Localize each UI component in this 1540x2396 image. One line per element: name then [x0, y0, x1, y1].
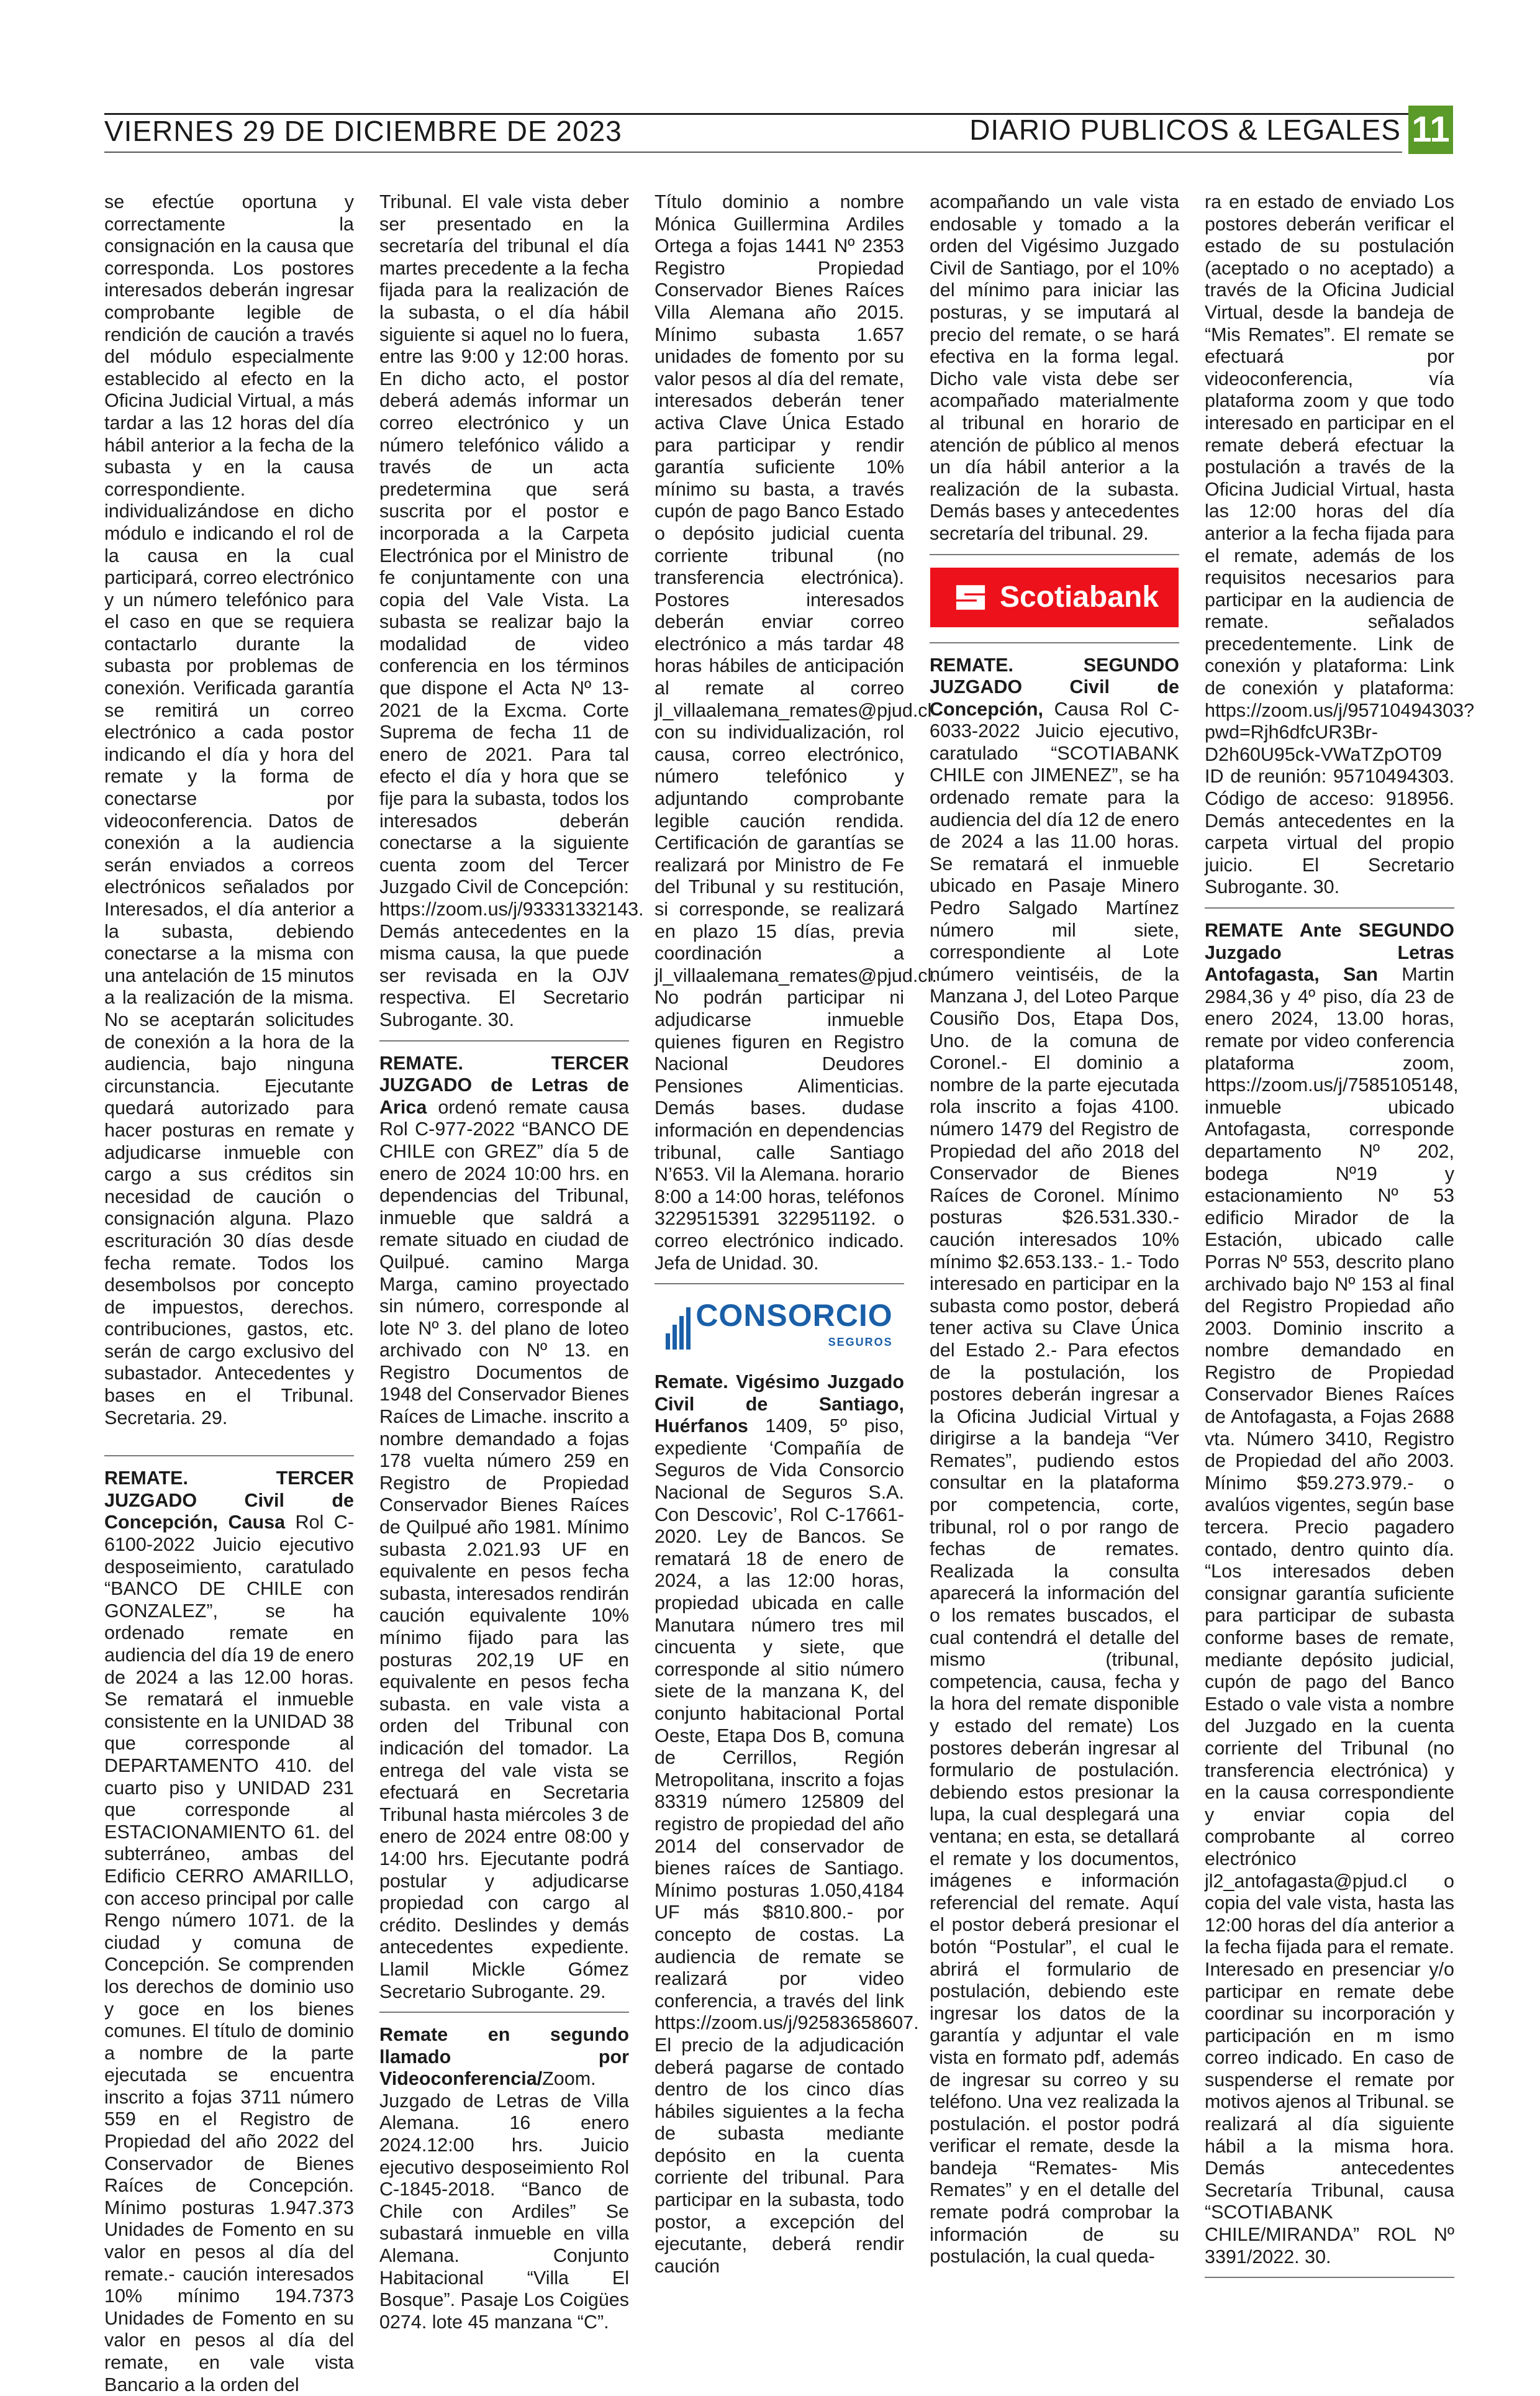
column-5 — [1205, 191, 1475, 2267]
notice-divider — [930, 642, 1179, 643]
notice-heading: REMATE. SEGUNDO JUZGADO Civil de Concepción, — [930, 654, 1179, 720]
notice-divider — [654, 1283, 904, 1284]
notice — [379, 1053, 629, 2003]
page-header — [104, 106, 1453, 158]
notice-heading: Remate. Vigésimo Juzgado Civil de Santiago, Huérfanos — [654, 1371, 904, 1437]
notice — [930, 655, 1179, 2268]
consorcio-logo-text: CONSORCIO — [695, 1298, 893, 1333]
notice-divider — [104, 1455, 354, 1456]
page-number: 11 — [1408, 106, 1453, 154]
scotiabank-logo-text: Scotiabank — [999, 580, 1159, 614]
notice-heading: REMATE. TERCER JUZGADO de Letras de Arica — [379, 1052, 629, 1118]
notice — [104, 1468, 354, 2396]
notice-divider — [379, 2012, 629, 2013]
notice-body: Causa Rol C-6033-2022 Juicio ejecutivo, caratulado “SCOTIABANK CHILE con JIMENEZ”, se ha ordenado remate para la audiencia del día 12 de enero de 2024 a las 11.00 horas. Se rematará el inmueble ubicado en Pasaje Minero Pedro Salgado Martínez número mil siete, correspondiente al Lote número veintiséis, de la Manzana J, del Loteo Parque Cousiño Dos, Etapa Dos, Uno. de la comuna de Coronel.- El dominio a nombre de la parte ejecutada rola inscrito a fojas 4100. número 1479 del Registro de Propiedad del año 2018 del Conservador de Bienes Raíces de Coronel. Mínimo posturas $26.531.330.- caución interesados 10% mínimo $2.653.133.- 1.- Todo interesado en participar en la subasta como postor, deberá tener activa su Clave Única del Estado 2.- Para efectos de la postulación, los postores deberán ingresar a la Oficina Judicial Virtual y dirigirse a la bandeja “Ver Remates”, pudiendo estos consultar en la plataforma por competencia, corte, tribunal, rol o por rango de fechas de remates. Realizada la consulta aparecerá la información del o los remates buscados, el cual contendrá el detalle del mismo (tribunal, competencia, causa, fecha y la hora del remate disponible y estado del remate) Los postores deberán ingresar al formulario de postulación. debiendo estos presionar la lupa, la cual desplegará una ventana; en esta, se detallará el remate y los documentos, imágenes e información referencial del remate. Aquí el postor deberá presionar el botón “Postular”, el cual le abrirá el formulario de postulación, debiendo este ingresar los datos de la garantía y adjuntar el vale vista en formato pdf, además de ingresar su correo y su teléfono. Una vez realizada la postulación. el postor podrá verificar el remate, desde la bandeja “Remates- Mis Remates” y en el detalle del remate podrá comprobar la información de su postulación, la cual queda- — [930, 698, 1179, 2267]
notice-continuation: Título dominio a nombre Mónica Guillermina Ardiles Ortega a fojas 1441 Nº 2353 Registro Propiedad Conservador Bienes Raíces Villa Alemana año 2015. Mínimo subasta 1.657 unidades de fomento por su valor pesos al día del remate, interesados deberán tener activa Clave Única Estado para participar y rendir garantía suficiente 10% mínimo su basta, a través cupón de pago Banco Estado o depósito judicial cuenta corriente tribunal (no transferencia electrónica). Postores interesados deberán enviar correo electrónico a más tardar 48 horas hábiles de anticipación al remate al correo jl_villaalemana_remates@pjud.cl con su individualización, rol causa, correo electrónico, número telefónico y adjuntando comprobante legible caución rendida. Certificación de garantías se realizará por Ministro de Fe del Tribunal y su restitución, si corresponde, se realizará en plazo 15 días, previa coordinación a jl_villaalemana_remates@pjud.cl. No podrán participar ni adjudicarse inmueble quienes figuren en Registro Nacional Deudores Pensiones Alimenticias. Demás bases. dudase información en dependencias tribunal, calle Santiago N’653. Vil la Alemana. horario 8:00 a 14:00 horas, teléfonos 3229515391 322951192. o correo electrónico indicado. Jefa de Unidad. 30. — [654, 191, 937, 1274]
notice-heading: Remate en segundo llamado por Videoconferencia/ — [379, 2024, 629, 2090]
notice-continuation: acompañando un vale vista endosable y tomado a la orden del Vigésimo Juzgado Civil de Santiago, por el 10% del mínimo para iniciar las posturas, y se imputará al precio del remate, o se hará efectiva en la forma legal. Dicho vale vista debe ser acompañado materialmente al tribunal en horario de atención de público al menos un día hábil anterior a la realización de la subasta. Demás bases y antecedentes secretaría del tribunal. 29. — [930, 191, 1179, 544]
notice-body: 1409, 5º piso, expediente ‘Compañía de Seguros de Vida Consorcio Nacional de Seguros S.A. Con Descovic’, Rol C-17661-2020. Ley de Bancos. Se rematará 18 de enero de 2024, a las 12:00 horas, propiedad ubicada en calle Manutara número tres mil cincuenta y siete, que corresponde al sitio número siete de la manzana K, del conjunto habitacional Portal Oeste, Etapa Dos B, comuna de Cerrillos, Región Metropolitana, inscrito a fojas 83319 número 125809 del registro de propiedad del año 2014 del conservador de bienes raíces de Santiago. Mínimo posturas 1.050,4184 UF más $810.800.- por concepto de costas. La audiencia de remate se realizará por video conferencia, a través del link https://zoom.us/j/92583658607. El precio de la adjudicación deberá pagarse de contado dentro de los cinco días hábiles siguientes a la fecha de subasta mediante depósito en la cuenta corriente del tribunal. Para participar en la subasta, todo postor, a excepción del ejecutante, deberá rendir caución — [654, 1415, 919, 2277]
notice — [379, 2024, 629, 2333]
notice-body: ordenó remate causa Rol C-977-2022 “BANCO DE CHILE con GREZ” día 5 de enero de 2024 10:00 hrs. en dependencias del Tribunal, inmueble que saldrá a remate situado en ciudad de Quilpué. camino Marga Marga, camino proyectado sin número, corresponde al lote Nº 3. del plano de loteo archivado con Nº 13. en Registro Documentos de 1948 del Conservador Bienes Raíces de Limache. inscrito a nombre demandado a fojas 178 vuelta número 259 en Registro de Propiedad Conservador Bienes Raíces de Quilpué año 1981. Mínimo subasta 2.021.93 UF en equivalente en pesos fecha subasta, interesados rendirán caución equivalente 10% mínimo fijado para las posturas 202,19 UF en equivalente en pesos fecha subasta. en vale vista a orden del Tribunal con indicación del tomador. La entrega del vale vista se efectuará en Secretaria Tribunal hasta miércoles 3 de enero de 2024 entre 08:00 y 14:00 hrs. Ejecutante podrá postular y adjudicarse propiedad con cargo al crédito. Deslindes y demás antecedentes expediente. Llamil Mickle Gómez Secretario Subrogante. 29. — [379, 1096, 629, 2002]
notice-continuation: se efectúe oportuna y correctamente la consignación en la causa que corresponda. Los postores interesados deberán ingresar comprobante legible de rendición de caución a través del módulo especialmente establecido al efecto en la Oficina Judicial Virtual, a más tardar a las 12 horas del día hábil anterior a la fecha de la subasta y en la causa correspondiente. individualizándose en dicho módulo e indicando el rol de la causa en la cual participará, correo electrónico y un número telefónico para el caso en que se requiera contactarlo durante la subasta por problemas de conexión. Verificada garantía se remitirá un correo electrónico a cada postor indicando el día y hora del remate y la forma de conectarse por videoconferencia. Datos de conexión a la audiencia serán enviados a correos electrónicos señalados por Interesados, el día anterior a la subasta, debiendo conectarse a la misma con una antelación de 15 minutos a la realización de la misma. No se aceptarán solicitudes de conexión a la hora de la audiencia, bajo ninguna circunstancia. Ejecutante quedará autorizado para hacer posturas en remate y adjudicarse inmueble con cargo a sus créditos sin necesidad de caución o consignación alguna. Plazo escrituración 30 días desde fecha remate. Todos los desembolsos por concepto de impuestos, derechos. contribuciones, gastos, etc. serán de cargo exclusivo del subastador. Antecedentes y bases en el Tribunal. Secretaria. 29. — [104, 191, 354, 1428]
consorcio-bars-icon — [666, 1304, 691, 1350]
notice-divider — [1205, 2277, 1454, 2278]
newspaper-name: DIARIO PUBLICOS & LEGALES — [969, 114, 1401, 146]
notice-divider — [930, 554, 1179, 555]
column-2 — [379, 191, 644, 2333]
notice-continuation: Tribunal. El vale vista deber ser presentado en la secretaría del tribunal el día martes precedente a la fecha fijada para la realización de la subasta, o el día hábil siguiente si aquel no lo fuera, entre las 9:00 y 12:00 horas. En dicho acto, el postor deberá además informar un correo electrónico y un número telefónico válido a través de un acta predetermina que será suscrita por el postor e incorporada a la Carpeta Electrónica por el Ministro de fe conjuntamente con una copia del Vale Vista. La subasta se realizar bajo la modalidad de video conferencia en los términos que dispone el Acta Nº 13-2021 de la Excma. Corte Suprema de fecha 11 de enero de 2021. Para tal efecto el día y hora que se fije para la subasta, todos los interesados deberán conectarse a la siguiente cuenta zoom del Tercer Juzgado Civil de Concepción: https://zoom.us/j/93331332143. Demás antecedentes en la misma causa, la que puede ser revisada en la OJV respectiva. El Secretario Subrogante. 30. — [379, 191, 644, 1030]
notice-heading: REMATE Ante SEGUNDO Juzgado Letras Antofagasta, San — [1205, 920, 1454, 986]
notice-body: Zoom. Juzgado de Letras de Villa Alemana. 16 enero 2024.12:00 hrs. Juicio ejecutivo desposeimiento Rol C-1845-2018. “Banco de Chile con Ardiles” Se subastará inmueble en villa Alemana. Conjunto Habitacional “Villa El Bosque”. Pasaje Los Coigües 0274. lote 45 manzana “C”. — [379, 2068, 629, 2333]
column-3 — [654, 191, 937, 2277]
notice — [654, 1371, 919, 2277]
column-1 — [104, 191, 354, 2395]
consorcio-logo-subtext: SEGUROS — [828, 1336, 893, 1349]
notice-continuation: ra en estado de enviado Los postores deberán verificar el estado de su postulación (aceptado o no aceptado) a través de la Oficina Judicial Virtual, desde la bandeja de “Mis Remates”. El remate se efectuará por videoconferencia, vía plataforma zoom y que todo interesado en participar en el remate deberá efectuar la postulación a través de la Oficina Judicial Virtual, hasta las 12:00 horas del día anterior a la fecha fijada para el remate, además de los requisitos necesarios para participar en la audiencia de remate. señalados precedentemente. Link de conexión y plataforma: Link de conexión y plataforma: https://zoom.us/j/95710494303?pwd=Rjh6dfcUR3Br-D2h60U95ck-VWaTZpOT09 ID de reunión: 95710494303. Código de acceso: 918956. Demás antecedentes en la carpeta virtual del propio juicio. El Secretario Subrogante. 30. — [1205, 191, 1475, 898]
notice-divider — [379, 1040, 629, 1041]
scotiabank-s-icon — [950, 577, 991, 618]
header-bottom-rule — [104, 152, 1402, 153]
notice-body: Martin 2984,36 y 4º piso, día 23 de enero 2024, 13.00 horas, remate por video conferencia plataforma zoom, https://zoom.us/j/7585105148, inmueble ubicado Antofagasta, corresponde departamento Nº 202, bodega Nº19 y estacionamiento Nº 53 edificio Mirador de la Estación, ubicado calle Porras Nº 553, descrito plano archivado bajo Nº 153 al final del Registro Propiedad año 2003. Dominio inscrito a nombre demandado en Registro de Propiedad Conservador Bienes Raíces de Antofagasta, a Fojas 2688 vta. Número 3410, Registro de Propiedad del año 2003. Mínimo $59.273.979.- o avalúos vigentes, según base tercera. Precio pagadero contado, dentro quinto día. “Los interesados deben consignar garantía suficiente para participar de subasta conforme bases de remate, mediante depósito judicial, cupón de pago del Banco Estado o vale vista a nombre del Juzgado en la cuenta corriente del Tribunal (no transferencia electrónica) y en la causa correspondiente y enviar copia del comprobante al correo electrónico jl2_antofagasta@pjud.cl o copia del vale vista, hasta las 12:00 horas del día anterior a la fecha fijada para el remate. Interesado en presenciar y/o participar en remate debe coordinar su incorporación y participación en m ismo correo indicado. En caso de suspenderse el remate por motivos ajenos al Tribunal. se realizará al día siguiente hábil a la misma hora. Demás antecedentes Secretaría Tribunal, causa “SCOTIABANK CHILE/MIRANDA” ROL Nº 3391/2022. 30. — [1205, 964, 1459, 2267]
scotiabank-logo — [930, 566, 1179, 628]
notice — [1205, 920, 1459, 2268]
consorcio-logo — [654, 1296, 904, 1358]
notice-divider — [1205, 907, 1454, 909]
column-4 — [930, 191, 1179, 2267]
notice-heading: REMATE. TERCER JUZGADO Civil de Concepción, Causa — [104, 1468, 354, 1533]
issue-date: VIERNES 29 DE DICIEMBRE DE 2023 — [104, 115, 622, 147]
notice-body: Rol C-6100-2022 Juicio ejecutivo desposeimiento, caratulado “BANCO DE CHILE con GONZALEZ”, se ha ordenado remate en audiencia del día 19 de enero de 2024 a las 12.00 horas. Se rematará el inmueble consistente en la UNIDAD 38 que corresponde al DEPARTAMENTO 410. del cuarto piso y UNIDAD 231 que corresponde al ESTACIONAMIENTO 61. del subterráneo, ambas del Edificio CERRO AMARILLO, con acceso principal por calle Rengo número 1071. de la ciudad y comuna de Concepción. Se comprenden los derechos de dominio uso y goce en los bienes comunes. El título de dominio a nombre de la parte ejecutada se encuentra inscrito a fojas 3711 número 559 en el Registro de Propiedad del año 2022 del Conservador de Bienes Raíces de Concepción. Mínimo posturas 1.947.373 Unidades de Fomento en su valor en pesos al día del remate.- caución interesados 10% mínimo 194.7373 Unidades de Fomento en su valor en pesos al día del remate, en vale vista Bancario a la orden del — [104, 1512, 354, 2395]
